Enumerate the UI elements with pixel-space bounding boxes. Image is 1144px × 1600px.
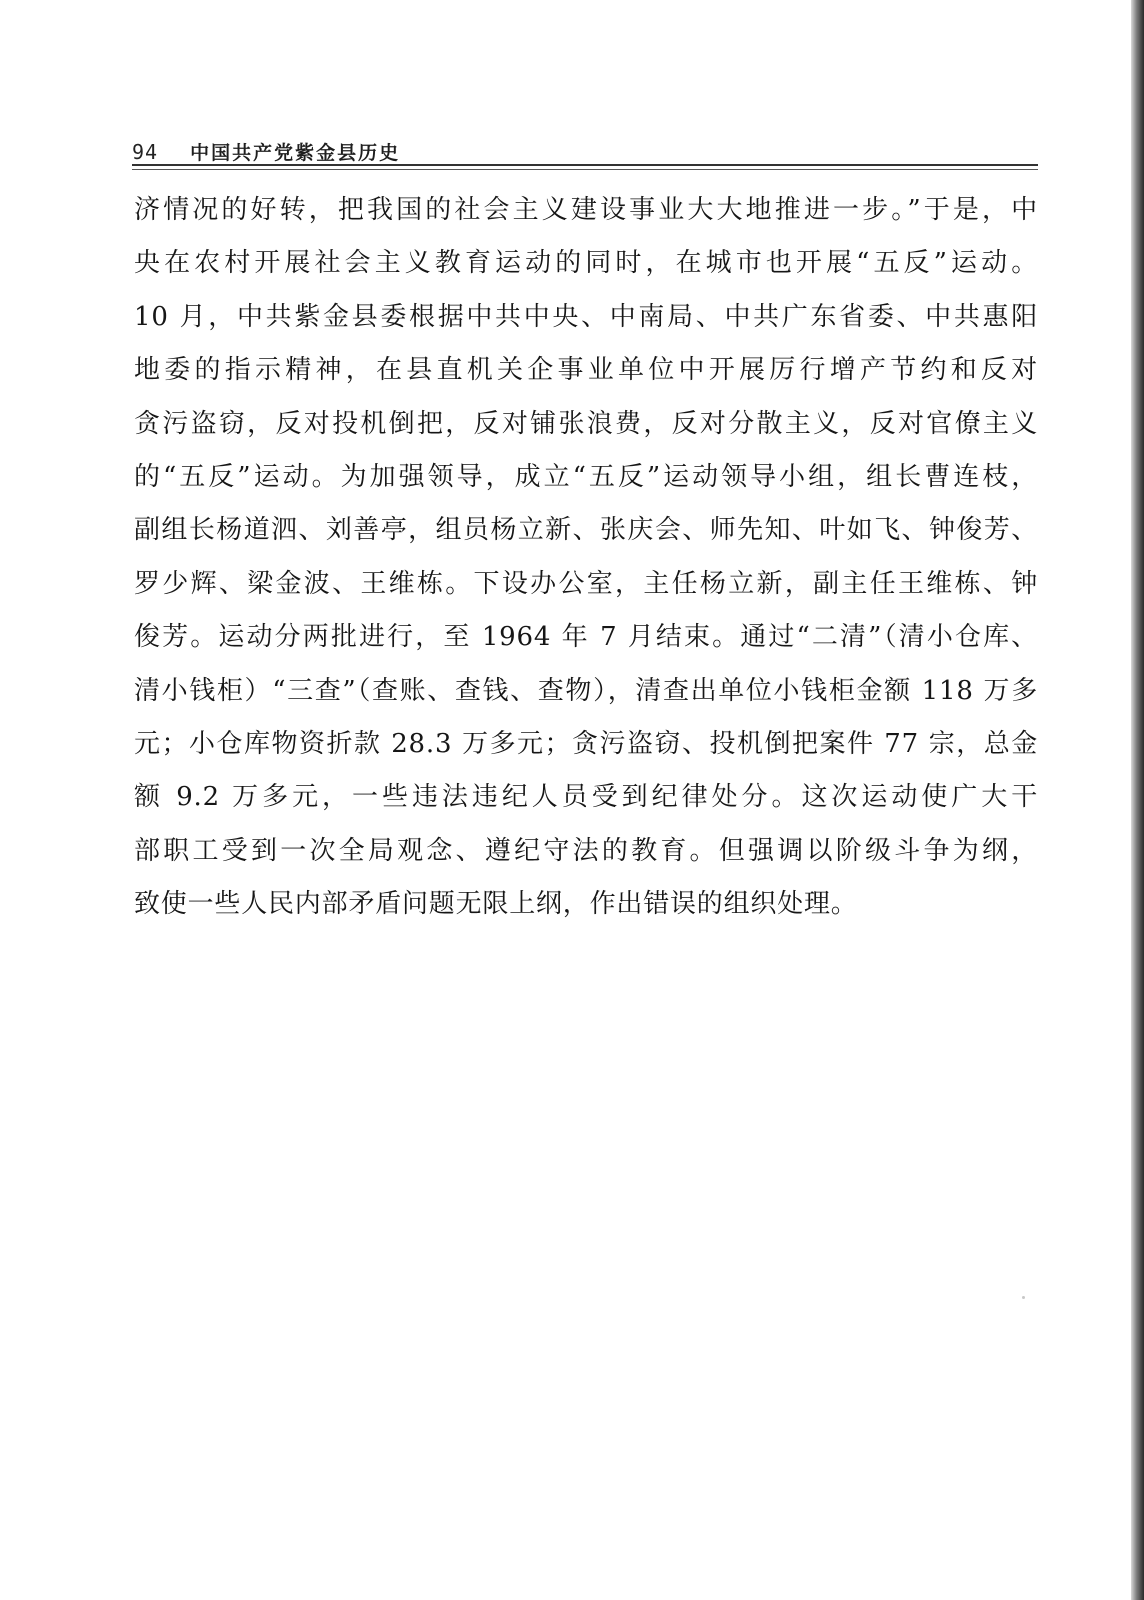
header-rule-thin [132, 169, 1038, 170]
text-line: 额 9.2 万多元，一些违法违纪人员受到纪律处分。这次运动使广大干 [134, 782, 1038, 813]
scan-edge-shadow [1131, 0, 1144, 1600]
text-line: 罗少辉、梁金波、王维栋。下设办公室，主任杨立新，副主任王维栋、钟 [134, 568, 1038, 599]
text-line: 的“五反”运动。为加强领导，成立“五反”运动领导小组，组长曹连枝， [134, 461, 1038, 492]
text-line: 部职工受到一次全局观念、遵纪守法的教育。但强调以阶级斗争为纲， [134, 835, 1038, 866]
text-line: 地委的指示精神，在县直机关企事业单位中开展厉行增产节约和反对 [134, 355, 1038, 386]
page-number: 94 [132, 140, 159, 164]
body-paragraph [134, 184, 1038, 931]
scan-speck [1022, 1296, 1025, 1299]
text-line: 元；小仓库物资折款 28.3 万多元；贪污盗窃、投机倒把案件 77 宗，总金 [134, 728, 1038, 759]
text-line: 俊芳。运动分两批进行，至 1964 年 7 月结束。通过“二清”（清小仓库、 [134, 622, 1038, 653]
text-line: 致使一些人民内部矛盾问题无限上纲，作出错误的组织处理。 [134, 889, 858, 920]
book-title: 中国共产党紫金县历史 [190, 142, 401, 164]
text-line: 济情况的好转，把我国的社会主义建设事业大大地推进一步。”于是，中 [134, 195, 1038, 225]
text-line: 央在农村开展社会主义教育运动的同时，在城市也开展“五反”运动。 [134, 248, 1038, 279]
text-line: 贪污盗窃，反对投机倒把，反对铺张浪费，反对分散主义，反对官僚主义 [134, 408, 1038, 439]
text-line: 清小钱柜）“三查”（查账、查钱、查物），清查出单位小钱柜金额 118 万多 [134, 675, 1038, 706]
header-rule-thick [132, 164, 1038, 166]
text-line: 10 月，中共紫金县委根据中共中央、中南局、中共广东省委、中共惠阳 [134, 301, 1038, 332]
text-line: 副组长杨道泗、刘善亭，组员杨立新、张庆会、师先知、叶如飞、钟俊芳、 [134, 515, 1038, 546]
